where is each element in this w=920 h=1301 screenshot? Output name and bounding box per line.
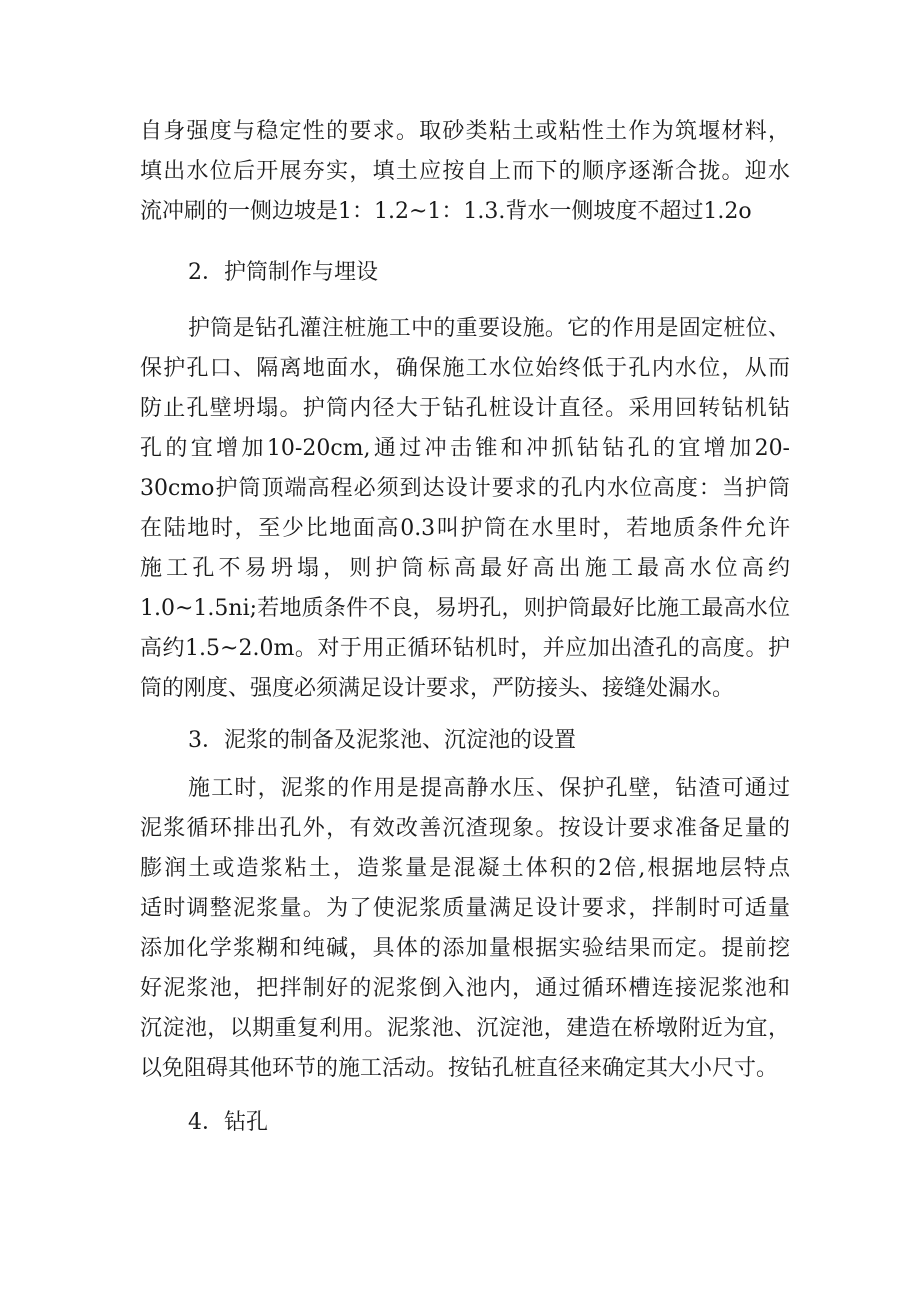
paragraph-line: 1.0~1.5ni;若地质条件不良，易坍孔，则护筒最好比施工最高水位 — [140, 596, 790, 621]
paragraph-line: 自身强度与稳定性的要求。取砂类粘土或粘性土作为筑堰材料， — [140, 119, 790, 144]
section-heading: 4．钻孔 — [188, 1110, 268, 1135]
paragraph-line: 以免阻碍其他环节的施工活动。按钻孔桩直径来确定其大小尺寸。 — [140, 1056, 779, 1081]
section-heading: 2．护筒制作与埋设 — [188, 260, 378, 285]
paragraph-line: 施工时，泥浆的作用是提高静水压、保护孔壁，钻渣可通过 — [188, 776, 790, 801]
paragraph-line: 在陆地时，至少比地面高0.3叫护筒在水里时，若地质条件允许 — [140, 516, 790, 541]
paragraph-line: 高约1.5~2.0m。对于用正循环钻机时，并应加出渣孔的高度。护 — [140, 636, 790, 661]
paragraph-line: 护筒是钻孔灌注桩施工中的重要设施。它的作用是固定桩位、 — [188, 316, 790, 341]
paragraph-line: 30cmo护筒顶端高程必须到达设计要求的孔内水位高度：当护筒 — [140, 476, 790, 501]
paragraph-line: 填出水位后开展夯实，填土应按自上而下的顺序逐渐合拢。迎水 — [140, 159, 790, 184]
section-heading: 3．泥浆的制备及泥浆池、沉淀池的设置 — [188, 728, 576, 753]
paragraph-line: 好泥浆池，把拌制好的泥浆倒入池内，通过循环槽连接泥浆池和 — [140, 976, 790, 1001]
paragraph-line: 添加化学浆糊和纯碱，具体的添加量根据实验结果而定。提前挖 — [140, 936, 790, 961]
paragraph-line: 膨润土或造浆粘土，造浆量是混凝土体积的2倍,根据地层特点 — [140, 856, 790, 881]
paragraph-line: 沉淀池，以期重复利用。泥浆池、沉淀池，建造在桥墩附近为宜， — [140, 1016, 790, 1041]
paragraph-line: 施工孔不易坍塌，则护筒标高最好高出施工最高水位高约 — [140, 556, 790, 581]
paragraph-line: 孔的宜增加10-20cm,通过冲击锥和冲抓钻钻孔的宜增加20- — [140, 436, 790, 461]
paragraph-line: 泥浆循环排出孔外，有效改善沉渣现象。按设计要求准备足量的 — [140, 816, 790, 841]
paragraph-line: 适时调整泥浆量。为了使泥浆质量满足设计要求，拌制时可适量 — [140, 896, 790, 921]
paragraph-line: 筒的刚度、强度必须满足设计要求，严防接头、接缝处漏水。 — [140, 676, 735, 701]
paragraph-line: 流冲刷的一侧边坡是1：1.2~1：1.3.背水一侧坡度不超过1.2o — [140, 199, 752, 224]
paragraph-line: 保护孔口、隔离地面水，确保施工水位始终低于孔内水位，从而 — [140, 356, 790, 381]
paragraph-line: 防止孔壁坍塌。护筒内径大于钻孔桩设计直径。采用回转钻机钻 — [140, 396, 790, 421]
